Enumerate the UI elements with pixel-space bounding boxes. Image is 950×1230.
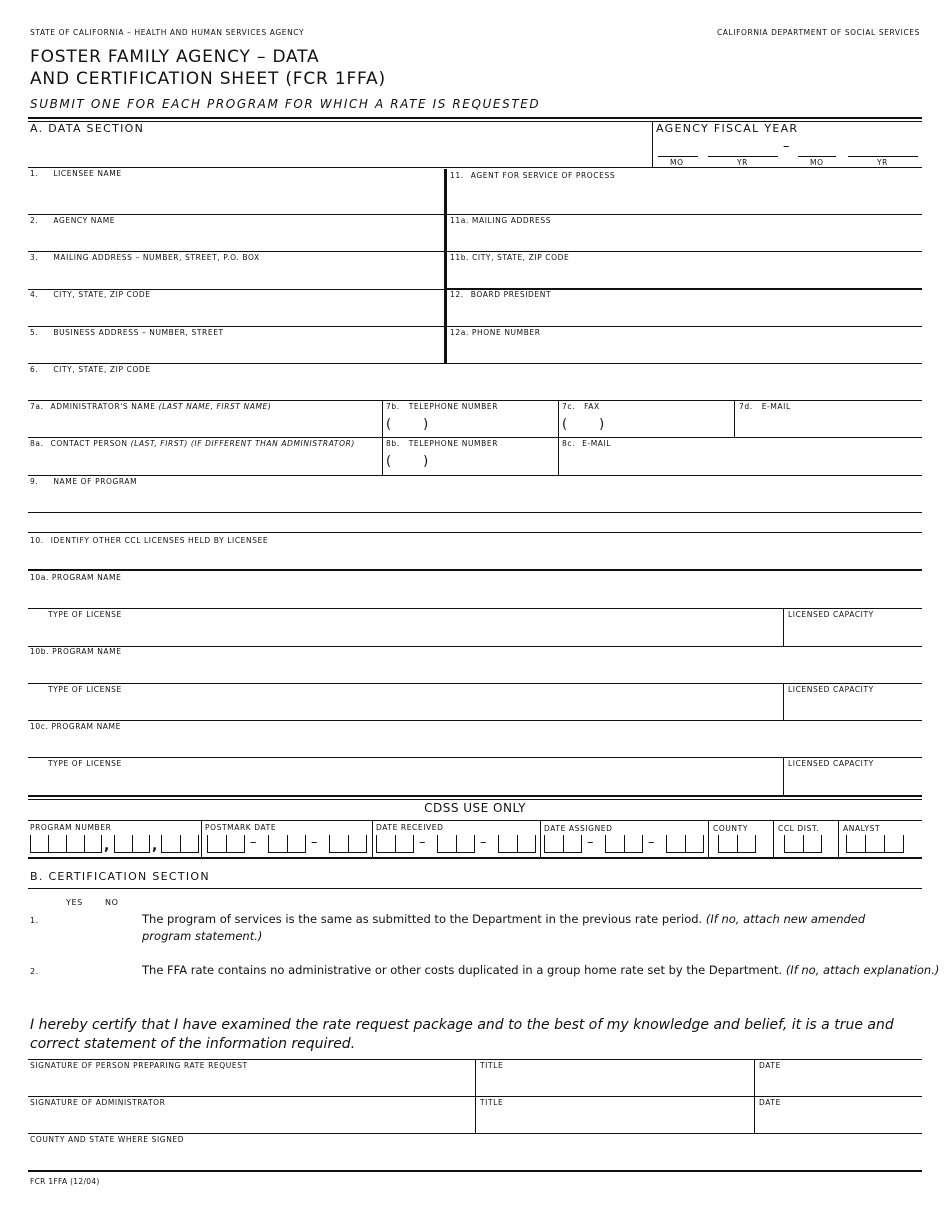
program-number-comma-1: , [104, 838, 110, 854]
cert-item-2-text [142, 962, 940, 979]
field-licensed-capacity-c[interactable]: LICENSED CAPACITY [788, 759, 874, 768]
cert-item-2-yes-checkbox[interactable] [66, 965, 82, 981]
capacity-divider-a [783, 608, 784, 646]
field-board-president[interactable] [450, 290, 551, 299]
field-label: MAILING ADDRESS – NUMBER, STREET, P.O. BOX [53, 253, 260, 262]
cert-item-1-yes-checkbox[interactable] [66, 914, 82, 930]
field-num: 9. [30, 477, 39, 486]
field-label: TELEPHONE NUMBER [408, 402, 499, 411]
field-contact-email[interactable] [562, 439, 611, 448]
field-label: PROGRAM NAME [51, 722, 121, 731]
fiscal-dash: – [783, 139, 790, 154]
cert-item-2-note: (If no, attach explanation.) [785, 963, 940, 977]
field-city-state-zip[interactable] [30, 290, 151, 299]
field-board-phone-number[interactable] [450, 328, 541, 337]
date-received-year-boxes[interactable] [498, 835, 536, 853]
field-program-name-b[interactable] [30, 647, 122, 656]
postmark-date-year-boxes[interactable] [329, 835, 367, 853]
field-label: NAME OF PROGRAM [53, 477, 138, 486]
fax-parens [562, 417, 604, 432]
field-label: E-MAIL [582, 439, 612, 448]
fiscal-year-label: AGENCY FISCAL YEAR [656, 122, 799, 135]
date-received-dash-1: – [419, 835, 426, 850]
row-line-17 [28, 757, 922, 758]
field-label: E-MAIL [761, 402, 791, 411]
field-label: BUSINESS ADDRESS – NUMBER, STREET [53, 328, 224, 337]
cdss-divider-5 [773, 821, 774, 858]
phone-column-divider [382, 400, 383, 475]
capacity-divider-b [783, 683, 784, 720]
agency-right-header: CALIFORNIA DEPARTMENT OF SOCIAL SERVICES [716, 28, 920, 37]
field-num: 12a. [450, 328, 469, 337]
row-line-11 [28, 532, 922, 533]
preparer-date-field[interactable]: DATE [759, 1061, 781, 1070]
field-name-of-program[interactable] [30, 477, 137, 486]
row-line-16 [28, 720, 922, 721]
field-label: CITY, STATE, ZIP CODE [472, 253, 570, 262]
cert-item-1-no-checkbox[interactable] [104, 914, 120, 930]
form-id-footer: FCR 1FFA (12/04) [30, 1177, 100, 1186]
paren-close: ) [423, 417, 429, 432]
field-contact-person[interactable] [30, 439, 355, 448]
paren-open: ( [386, 454, 392, 469]
field-administrator-name[interactable] [30, 402, 271, 411]
field-num: 7c. [562, 402, 576, 411]
row-line-3 [28, 251, 922, 252]
section-a-title: A. DATA SECTION [30, 122, 145, 135]
date-assigned-month-boxes[interactable] [544, 835, 582, 853]
capacity-divider-c [783, 757, 784, 795]
field-program-name-a[interactable] [30, 573, 121, 582]
field-label: BOARD PRESIDENT [470, 290, 552, 299]
field-num: 10b. [30, 647, 50, 656]
cdss-date-received-label: DATE RECEIVED [376, 823, 444, 832]
cdss-postmark-date-label: POSTMARK DATE [205, 823, 277, 832]
agency-left-header: STATE OF CALIFORNIA – HEALTH AND HUMAN SERVICES AGENCY [30, 28, 305, 37]
administrator-title-field[interactable]: TITLE [480, 1098, 504, 1107]
field-label: CITY, STATE, ZIP CODE [53, 365, 151, 374]
date-received-month-boxes[interactable] [376, 835, 414, 853]
field-label: PHONE NUMBER [471, 328, 541, 337]
program-number-boxes-3[interactable] [161, 835, 199, 853]
field-agent-city-state-zip[interactable] [450, 253, 569, 262]
sig-title-divider [475, 1059, 476, 1133]
postmark-date-day-boxes[interactable] [268, 835, 306, 853]
field-label: CONTACT PERSON [50, 439, 128, 448]
cert-item-2-num: 2. [30, 967, 39, 976]
form-title-line2: AND CERTIFICATION SHEET (FCR 1FFA) [30, 69, 386, 89]
cert-item-2-statement: The FFA rate contains no administrative or other costs duplicated in a group home rate set by the Department. [142, 963, 786, 977]
cert-item-1-statement: The program of services is the same as submitted to the Department in the previous rate period. [142, 912, 706, 926]
field-num: 3. [30, 253, 39, 262]
signature-administrator-field[interactable]: SIGNATURE OF ADMINISTRATOR [30, 1098, 166, 1107]
program-number-comma-2: , [152, 838, 158, 854]
field-licensed-capacity-b[interactable]: LICENSED CAPACITY [788, 685, 874, 694]
row-line-13 [28, 608, 922, 609]
field-label: TELEPHONE NUMBER [408, 439, 499, 448]
fiscal-mo-start-label: MO [670, 158, 684, 167]
date-assigned-dash-1: – [587, 835, 594, 850]
cert-item-1-num: 1. [30, 916, 39, 925]
date-assigned-year-boxes[interactable] [666, 835, 704, 853]
fiscal-mo-end-line[interactable] [798, 156, 836, 157]
field-label: PROGRAM NAME [52, 647, 122, 656]
paren-close: ) [599, 417, 605, 432]
cdss-analyst-label: ANALYST [843, 824, 881, 833]
row-line-7 [28, 400, 922, 401]
fiscal-yr-end-label: YR [877, 158, 888, 167]
row-line-12 [28, 569, 922, 571]
cdss-divider-4 [708, 821, 709, 858]
fiscal-mo-end-label: MO [810, 158, 824, 167]
paren-close: ) [423, 454, 429, 469]
field-label: PROGRAM NAME [51, 573, 122, 582]
field-num: 2. [30, 216, 39, 225]
cdss-county-label: COUNTY [713, 824, 749, 833]
field-agent-mailing-address[interactable] [450, 216, 551, 225]
field-agent-for-service[interactable] [450, 171, 615, 180]
contact-phone-parens [386, 454, 428, 469]
cdss-title: CDSS USE ONLY [424, 801, 526, 815]
cert-item-1-text [142, 911, 902, 945]
cdss-top-rule [28, 795, 922, 797]
date-assigned-dash-2: – [648, 835, 655, 850]
field-licensed-capacity-a[interactable]: LICENSED CAPACITY [788, 610, 874, 619]
cdss-top-rule-2 [28, 799, 922, 800]
paren-open: ( [562, 417, 568, 432]
field-label: FAX [584, 402, 600, 411]
field-num: 7d. [739, 402, 753, 411]
county-boxes[interactable] [718, 835, 756, 853]
cdss-divider-6 [838, 821, 839, 858]
cdss-program-number-label: PROGRAM NUMBER [30, 823, 112, 832]
field-label: AGENCY NAME [53, 216, 116, 225]
cdss-divider-2 [372, 821, 373, 858]
field-contact-telephone[interactable] [386, 439, 498, 448]
fiscal-mo-start-line[interactable] [658, 156, 698, 157]
field-num: 12. [450, 290, 464, 299]
certification-statement: I hereby certify that I have examined the rate request package and to the best of my knowledge and belief, it is a true and correct statement of the information required. [30, 1017, 894, 1052]
form-title-line1: FOSTER FAMILY AGENCY – DATA [30, 47, 320, 67]
field-business-city-state-zip[interactable] [30, 365, 151, 374]
fiscal-yr-start-line[interactable] [708, 156, 778, 157]
row-line-6 [28, 363, 922, 364]
field-licensee-name[interactable] [30, 169, 122, 178]
field-agency-name[interactable] [30, 216, 115, 225]
field-hint: (LAST NAME, FIRST NAME) [158, 402, 272, 411]
cdss-date-assigned-label: DATE ASSIGNED [544, 824, 613, 833]
row-line-14 [28, 646, 922, 647]
agent-column-divider [444, 169, 447, 363]
field-label: AGENT FOR SERVICE OF PROCESS [470, 171, 616, 180]
field-label: LICENSEE NAME [53, 169, 122, 178]
field-num: 1. [30, 169, 39, 178]
date-received-day-boxes[interactable] [437, 835, 475, 853]
ccl-dist-boxes[interactable] [784, 835, 822, 853]
section-a-top-rule [28, 117, 922, 119]
sig-rule-3 [28, 1133, 922, 1134]
postmark-date-month-boxes[interactable] [207, 835, 245, 853]
field-other-ccl-licenses[interactable] [30, 536, 268, 545]
section-b-title: B. CERTIFICATION SECTION [30, 870, 210, 883]
row-line-5 [28, 326, 922, 327]
date-received-dash-2: – [480, 835, 487, 850]
fiscal-yr-end-line[interactable] [848, 156, 918, 157]
field-type-of-license-a[interactable]: TYPE OF LICENSE [48, 610, 122, 619]
field-label: IDENTIFY OTHER CCL LICENSES HELD BY LICENSEE [50, 536, 269, 545]
row-line-2-right [446, 214, 922, 215]
no-column-label: NO [105, 898, 119, 907]
cdss-bottom-rule [28, 857, 922, 859]
date-assigned-day-boxes[interactable] [605, 835, 643, 853]
fiscal-yr-start-label: YR [737, 158, 748, 167]
postmark-date-dash-2: – [311, 835, 318, 850]
row-line-15 [28, 683, 922, 684]
sig-date-divider [754, 1059, 755, 1133]
admin-phone-parens [386, 417, 428, 432]
signature-preparer-field[interactable]: SIGNATURE OF PERSON PREPARING RATE REQUEST [30, 1061, 248, 1070]
field-label: ADMINISTRATOR'S NAME [50, 402, 156, 411]
section-b-rule [28, 888, 922, 889]
field-num: 11a. [450, 216, 469, 225]
field-num: 5. [30, 328, 39, 337]
field-num: 10c. [30, 722, 49, 731]
field-num: 8b. [386, 439, 400, 448]
row-line-2-left [28, 214, 445, 215]
field-num: 7a. [30, 402, 44, 411]
field-type-of-license-b[interactable]: TYPE OF LICENSE [48, 685, 122, 694]
field-label: MAILING ADDRESS [471, 216, 552, 225]
field-num: 4. [30, 290, 39, 299]
field-num: 7b. [386, 402, 400, 411]
field-program-name-c[interactable] [30, 722, 121, 731]
cdss-divider-1 [201, 821, 202, 858]
field-admin-email[interactable] [739, 402, 791, 411]
analyst-boxes[interactable] [846, 835, 904, 853]
row-line-1 [28, 167, 922, 168]
field-num: 11. [450, 171, 464, 180]
cdss-ccl-dist-label: CCL DIST. [778, 824, 820, 833]
form-subtitle: SUBMIT ONE FOR EACH PROGRAM FOR WHICH A RATE IS REQUESTED [30, 97, 541, 111]
program-number-boxes-2[interactable] [114, 835, 150, 853]
field-type-of-license-c[interactable]: TYPE OF LICENSE [48, 759, 122, 768]
row-line-9 [28, 475, 922, 476]
form-title [30, 46, 386, 90]
cert-item-2-no-checkbox[interactable] [104, 965, 120, 981]
field-hint: (LAST, FIRST) (IF DIFFERENT THAN ADMINISTRATOR) [130, 439, 355, 448]
sig-rule-4 [28, 1170, 922, 1172]
row-line-8 [28, 437, 922, 438]
field-fax[interactable] [562, 402, 600, 411]
cdss-header-rule [28, 820, 922, 821]
paren-open: ( [386, 417, 392, 432]
field-business-address[interactable] [30, 328, 224, 337]
field-num: 8c. [562, 439, 576, 448]
field-num: 10a. [30, 573, 49, 582]
fax-column-divider [558, 400, 559, 475]
field-admin-telephone[interactable] [386, 402, 498, 411]
program-number-boxes-1[interactable] [30, 835, 102, 853]
county-state-signed-field[interactable]: COUNTY AND STATE WHERE SIGNED [30, 1135, 185, 1144]
administrator-date-field[interactable]: DATE [759, 1098, 781, 1107]
field-num: 11b. [450, 253, 470, 262]
field-label: CITY, STATE, ZIP CODE [53, 290, 151, 299]
preparer-title-field[interactable]: TITLE [480, 1061, 504, 1070]
field-num: 6. [30, 365, 39, 374]
cert-item-1-note: (If no, attach new amended program statement.) [142, 912, 866, 943]
field-num: 8a. [30, 439, 44, 448]
field-num: 10. [30, 536, 44, 545]
row-line-10 [28, 512, 922, 513]
postmark-date-dash-1: – [250, 835, 257, 850]
fiscal-year-divider [652, 121, 653, 167]
yes-column-label: YES [66, 898, 83, 907]
cdss-divider-3 [540, 821, 541, 858]
field-mailing-address[interactable] [30, 253, 260, 262]
email-column-divider [734, 400, 735, 437]
